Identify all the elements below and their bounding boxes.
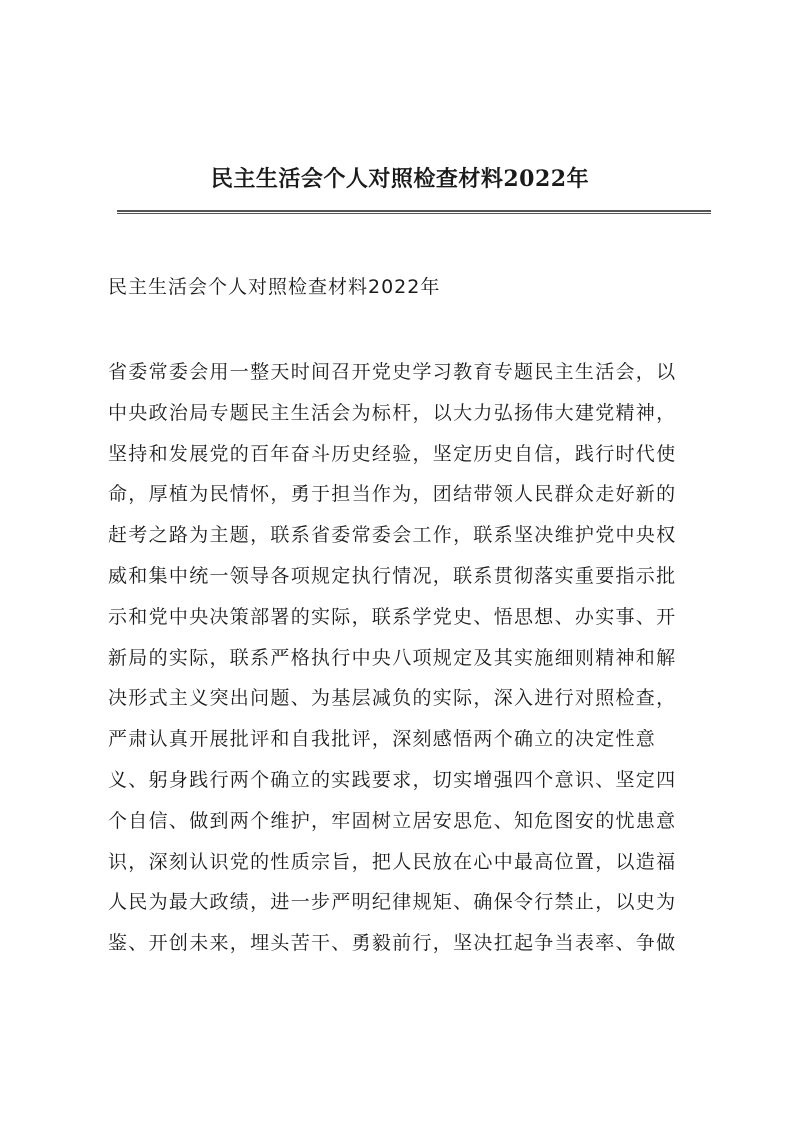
body-line: 示和党中央决策部署的实际，联系学党史、悟思想、办实事、开 xyxy=(108,605,677,628)
body-line: 赶考之路为主题，联系省委常委会工作，联系坚决维护党中央权 xyxy=(108,524,677,547)
title-divider xyxy=(117,210,711,214)
body-paragraph xyxy=(108,354,714,966)
body-line: 鉴、开创未来，埋头苦干、勇毅前行，坚决扛起争当表率、争做 xyxy=(108,932,677,955)
body-line: 新局的实际，联系严格执行中央八项规定及其实施细则精神和解 xyxy=(108,646,677,669)
document-title: 民主生活会个人对照检查材料2022年 xyxy=(210,166,590,192)
body-line: 命，厚植为民情怀，勇于担当作为，团结带领人民群众走好新的 xyxy=(108,483,677,506)
body-line: 省委常委会用一整天时间召开党史学习教育专题民主生活会，以 xyxy=(108,361,677,383)
body-line: 人民为最大政绩，进一步严明纪律规矩、确保令行禁止，以史为 xyxy=(108,891,677,914)
body-line: 义、躬身践行两个确立的实践要求，切实增强四个意识、坚定四 xyxy=(108,768,677,791)
body-line: 坚持和发展党的百年奋斗历史经验，坚定历史自信，践行时代使 xyxy=(108,442,677,465)
body-line: 个自信、做到两个维护，牢固树立居安思危、知危图安的忧患意 xyxy=(108,809,677,832)
document-subtitle: 民主生活会个人对照检查材料2022年 xyxy=(108,276,441,298)
body-line: 识，深刻认识党的性质宗旨，把人民放在心中最高位置，以造福 xyxy=(108,850,677,873)
body-line: 决形式主义突出问题、为基层减负的实际，深入进行对照检查， xyxy=(108,687,677,710)
body-line: 中央政治局专题民主生活会为标杆，以大力弘扬伟大建党精神， xyxy=(108,401,677,424)
body-line: 严肃认真开展批评和自我批评，深刻感悟两个确立的决定性意 xyxy=(108,728,657,751)
body-line: 威和集中统一领导各项规定执行情况，联系贯彻落实重要指示批 xyxy=(108,564,677,587)
